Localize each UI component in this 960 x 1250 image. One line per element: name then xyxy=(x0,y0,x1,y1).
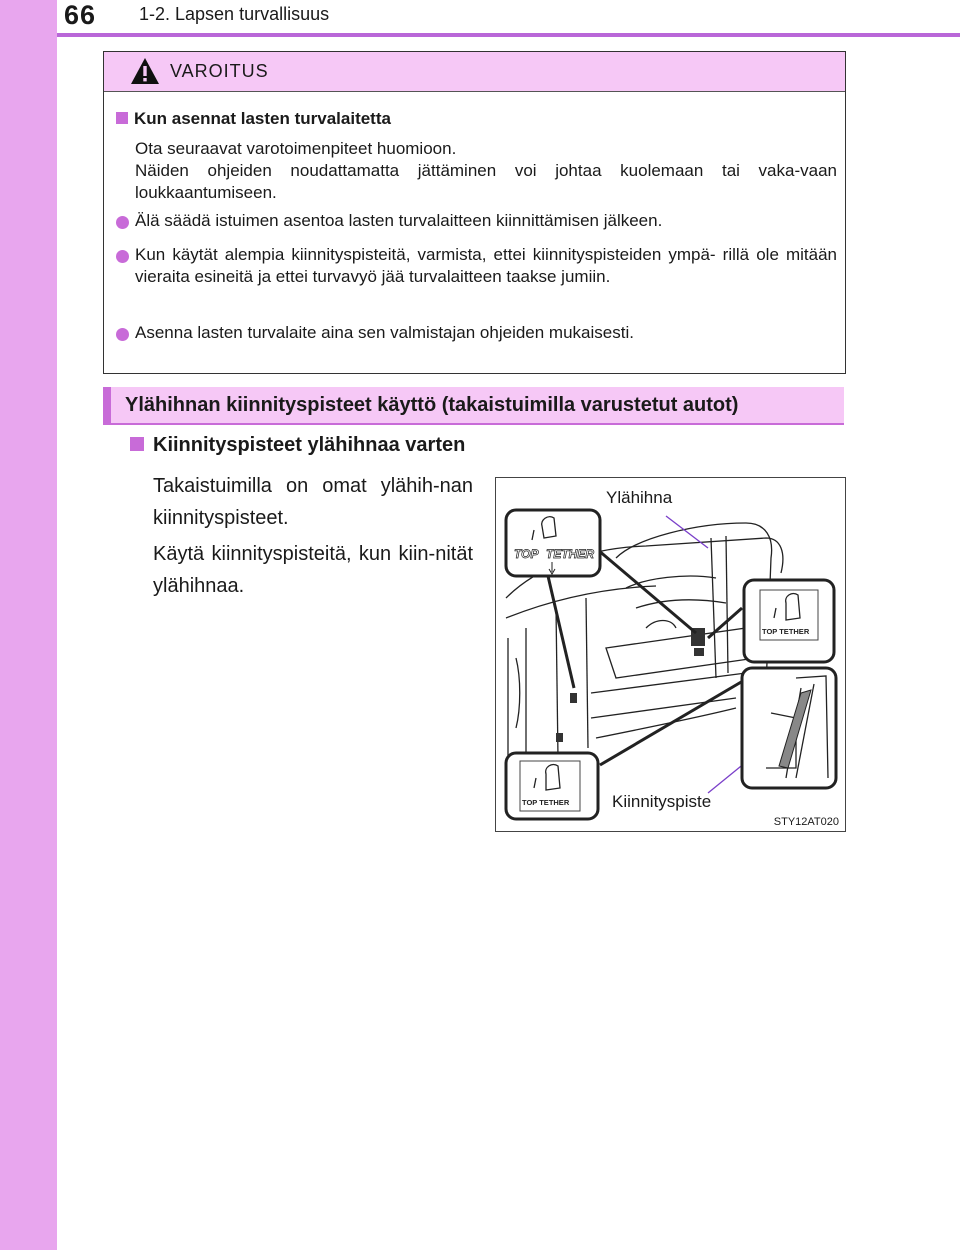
square-bullet-icon xyxy=(130,437,144,451)
figure-code: STY12AT020 xyxy=(773,816,839,828)
top-strap-label: Ylähihna xyxy=(606,488,673,507)
page-number: 66 xyxy=(64,0,97,30)
chapter-title: 1-2. Lapsen turvallisuus xyxy=(139,4,330,24)
warning-bullet-3: Asenna lasten turvalaite aina sen valmistajan ohjeiden mukaisesti. xyxy=(135,323,634,342)
square-bullet-icon xyxy=(116,112,128,124)
bullet-dot-icon xyxy=(116,328,129,341)
warning-intro-2: Näiden ohjeiden noudattamatta jättäminen voi johtaa kuolemaan tai vaka-vaan loukkaantumiseen. xyxy=(135,161,837,202)
seat-illustration xyxy=(495,477,846,832)
badge-text-top: TOP xyxy=(514,547,539,561)
warning-title: VAROITUS xyxy=(170,61,269,81)
warning-bullet-1: Älä säädä istuimen asentoa lasten turvalaitteen kiinnittämisen jälkeen. xyxy=(135,211,663,230)
warning-heading: Kun asennat lasten turvalaitetta xyxy=(116,109,391,129)
subsection-heading: Kiinnityspisteet ylähihnaa varten xyxy=(130,434,465,457)
side-strip xyxy=(0,0,57,1250)
bullet-dot-icon xyxy=(116,216,129,229)
header-divider xyxy=(57,33,960,37)
body-paragraph-1: Takaistuimilla on omat ylähih-nan kiinnityspisteet. xyxy=(153,475,473,529)
warning-triangle-icon xyxy=(130,57,160,85)
rear-seat-drawing xyxy=(496,478,845,831)
badge-text-right: TOP TETHER xyxy=(762,627,810,636)
bullet-dot-icon xyxy=(116,250,129,263)
warning-bullet-2: Kun käytät alempia kiinnityspisteitä, varmista, ettei kiinnityspisteiden ympä- rillä ole mitään vieraita esineitä ja ettei turvavyö jää turvalaitteen taakse jumiin. xyxy=(135,245,837,286)
section-stripe xyxy=(103,387,111,423)
warning-intro: Ota seuraavat varotoimenpiteet huomioon. xyxy=(135,139,457,158)
section-title: Ylähihnan kiinnityspisteet käyttö (takaistuimilla varustetut autot) xyxy=(125,394,739,416)
anchor-point-label: Kiinnityspiste xyxy=(612,792,712,811)
body-paragraph-2: Käytä kiinnityspisteitä, kun kiin-nität ylähihnaa. xyxy=(153,543,473,597)
badge-text-bottom: TOP TETHER xyxy=(522,798,570,807)
badge-text-tether: TETHER xyxy=(546,547,594,561)
warning-header xyxy=(104,52,845,92)
warning-box xyxy=(103,51,846,374)
section-heading-bar xyxy=(103,387,844,425)
